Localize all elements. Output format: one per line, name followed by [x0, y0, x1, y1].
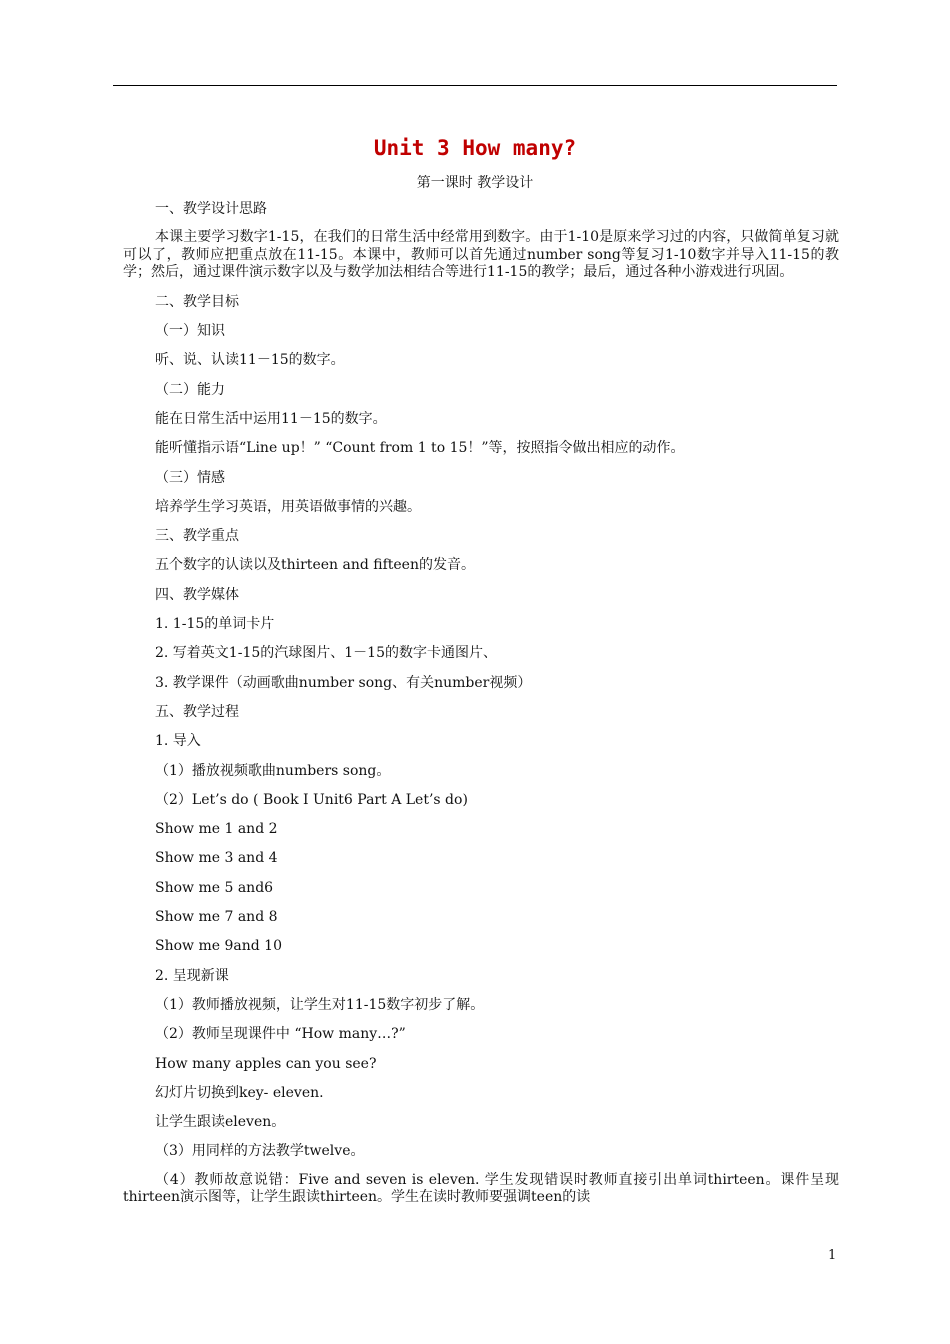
subsection-heading: （一）知识 — [155, 323, 225, 340]
step-heading: 2. 呈现新课 — [155, 967, 229, 984]
body-paragraph: （4）教师故意说错：Five and seven is eleven. 学生发现错误时教师直接引出单词thirteen。课件呈现thirteen演示图等，让学生跟读thirteen。学生在读时教师要强调teen的读 — [123, 1171, 839, 1206]
text-line: Show me 3 and 4 — [155, 850, 278, 867]
text-line: （2）教师呈现课件中 “How many…?” — [155, 1026, 406, 1043]
text-line: （3）用同样的方法教学twelve。 — [155, 1143, 365, 1160]
page-subtitle: 第一课时 教学设计 — [416, 175, 534, 191]
text-line: How many apples can you see? — [155, 1055, 377, 1072]
section-heading: 五、教学过程 — [155, 703, 239, 720]
header-rule — [113, 85, 837, 86]
subsection-heading: （二）能力 — [155, 381, 225, 398]
text-line: 能在日常生活中运用11－15的数字。 — [155, 410, 387, 427]
section-heading: 三、教学重点 — [155, 528, 239, 545]
text-line: Show me 5 and6 — [155, 879, 274, 896]
step-heading: 1. 导入 — [155, 733, 201, 750]
document-body — [123, 200, 839, 1218]
text-line: （1）教师播放视频，让学生对11-15数字初步了解。 — [155, 996, 485, 1013]
section-heading: 二、教学目标 — [155, 293, 239, 310]
text-line: 听、说、认读11－15的数字。 — [155, 352, 345, 369]
text-line: （1）播放视频歌曲numbers song。 — [155, 762, 391, 779]
body-paragraph: 本课主要学习数字1-15，在我们的日常生活中经常用到数字。由于1-10是原来学习过的内容，只做简单复习就可以了，教师应把重点放在11-15。本课中，教师可以首先通过number song等复习1-10数字并导入11-15的教学；然后，通过课件演示数字以及与数学加法相结合等进行11-15的教学；最后，通过各种小游戏进行巩固。 — [123, 229, 839, 281]
list-item: 1. 1-15的单词卡片 — [155, 616, 275, 633]
section-heading: 一、教学设计思路 — [155, 201, 267, 217]
subsection-heading: （三）情感 — [155, 469, 225, 486]
text-line: 培养学生学习英语，用英语做事情的兴趣。 — [155, 498, 421, 515]
text-line: 幻灯片切换到key- eleven. — [155, 1084, 324, 1101]
page-number: 1 — [828, 1248, 837, 1263]
page-title: Unit 3 How many? — [373, 136, 577, 160]
section-heading: 四、教学媒体 — [155, 586, 239, 603]
text-line: 让学生跟读eleven。 — [155, 1114, 286, 1131]
text-line: Show me 1 and 2 — [155, 821, 278, 838]
list-item: 2. 写着英文1-15的汽球图片、1－15的数字卡通图片、 — [155, 645, 497, 662]
text-line: Show me 7 and 8 — [155, 909, 278, 926]
text-line: （2）Let’s do ( Book I Unit6 Part A Let’s do) — [155, 791, 468, 808]
list-item: 3. 教学课件（动画歌曲number song、有关number视频） — [155, 674, 532, 691]
text-line: Show me 9and 10 — [155, 938, 282, 955]
text-line: 能听懂指示语“Line up！” “Count from 1 to 15！”等，按照指令做出相应的动作。 — [155, 440, 685, 457]
text-line: 五个数字的认读以及thirteen and fifteen的发音。 — [155, 557, 475, 574]
